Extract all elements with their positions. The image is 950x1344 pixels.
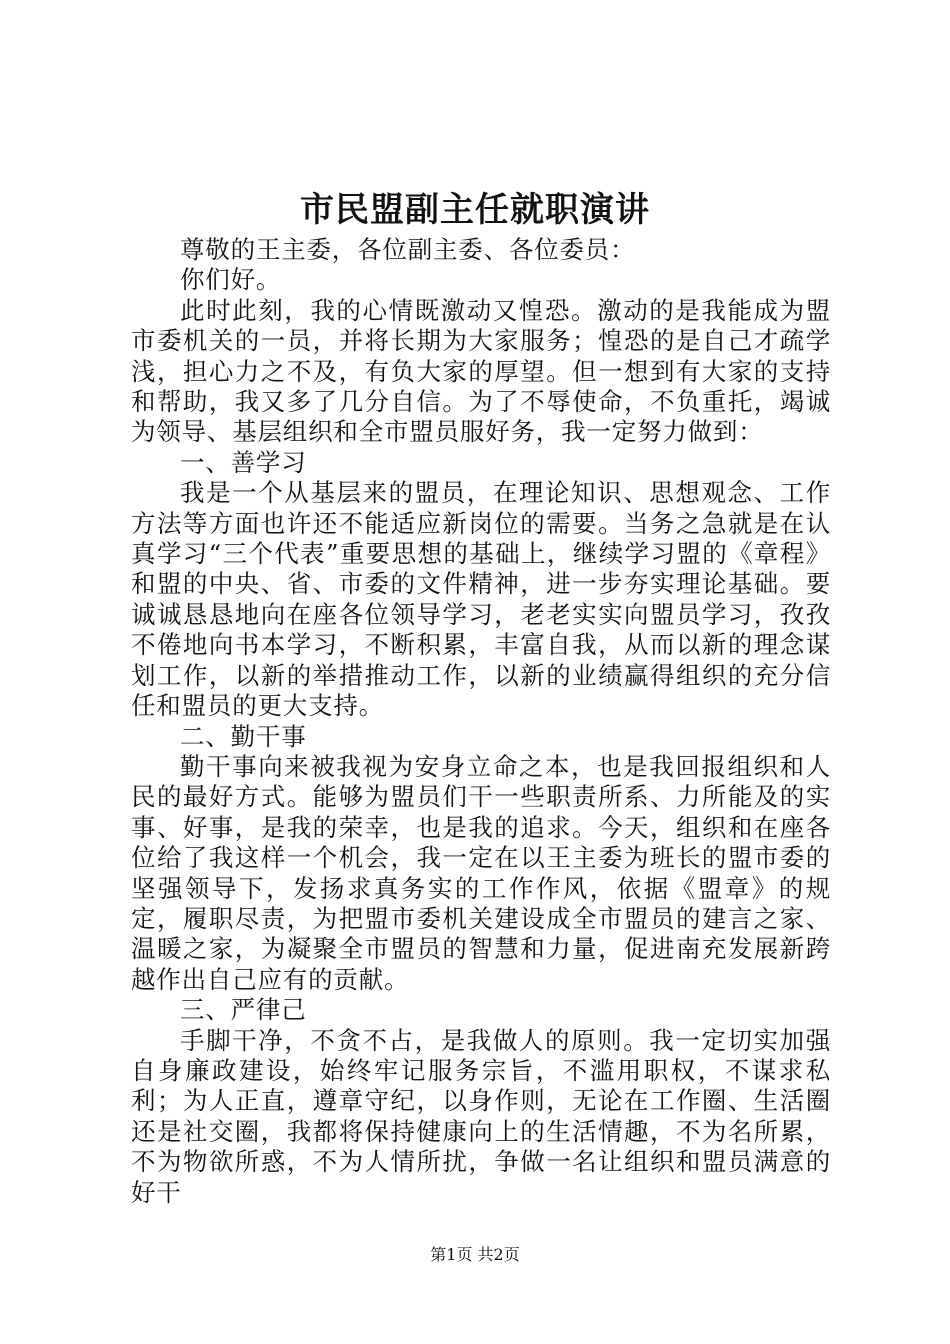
document-title: 市民盟副主任就职演讲 bbox=[300, 190, 650, 230]
section-paragraph-1: 我是一个从基层来的盟员，在理论知识、思想观念、工作方法等方面也许还不能适应新岗位的需要。当务之急就是在认真学习“三个代表”重要思想的基础上，继续学习盟的《章程》和盟的中央、省、市委的文件精神，进一步夯实理论基础。要诚诚恳恳地向在座各位领导学习，老老实实向盟员学习，孜孜不倦地向书本学习，不断积累，丰富自我，从而以新的理念谋划工作，以新的举措推动工作，以新的业绩赢得组织的充分信任和盟员的更大支持。 bbox=[131, 478, 831, 721]
section-paragraph-3: 手脚干净，不贪不占，是我做人的原则。我一定切实加强自身廉政建设，始终牢记服务宗旨，不滥用职权，不谋求私利；为人正直，遵章守纪，以身作则，无论在工作圈、生活圈还是社交圈，我都将保持健康向上的生活情趣，不为名所累，不为物欲所惑，不为人情所扰，争做一名让组织和盟员满意的好干 bbox=[131, 1025, 831, 1207]
document-body bbox=[131, 235, 831, 1208]
section-heading-2: 二、勤干事 bbox=[180, 721, 307, 751]
section-heading-1: 一、善学习 bbox=[180, 447, 307, 477]
section-paragraph-2: 勤干事向来被我视为安身立命之本，也是我回报组织和人民的最好方式。能够为盟员们干一些职责所系、力所能及的实事、好事，是我的荣幸，也是我的追求。今天，组织和在座各位给了我这样一个机会，我一定在以王主委为班长的盟市委的坚强领导下，发扬求真务实的工作作风，依据《盟章》的规定，履职尽责，为把盟市委机关建设成全市盟员的建言之家、温暖之家，为凝聚全市盟员的智慧和力量，促进南充发展新跨越作出自己应有的贡献。 bbox=[131, 751, 831, 994]
intro-paragraph: 此时此刻，我的心情既激动又惶恐。激动的是我能成为盟市委机关的一员，并将长期为大家服务；惶恐的是自己才疏学浅，担心力之不及，有负大家的厚望。但一想到有大家的支持和帮助，我又多了几分自信。为了不辱使命，不负重托，竭诚为领导、基层组织和全市盟员服好务，我一定努力做到： bbox=[131, 295, 831, 447]
page-footer: 第1页 共2页 bbox=[430, 1245, 520, 1264]
section-heading-3: 三、严律己 bbox=[180, 995, 307, 1025]
greeting: 你们好。 bbox=[180, 265, 282, 295]
salutation: 尊敬的王主委，各位副主委、各位委员： bbox=[180, 235, 636, 264]
